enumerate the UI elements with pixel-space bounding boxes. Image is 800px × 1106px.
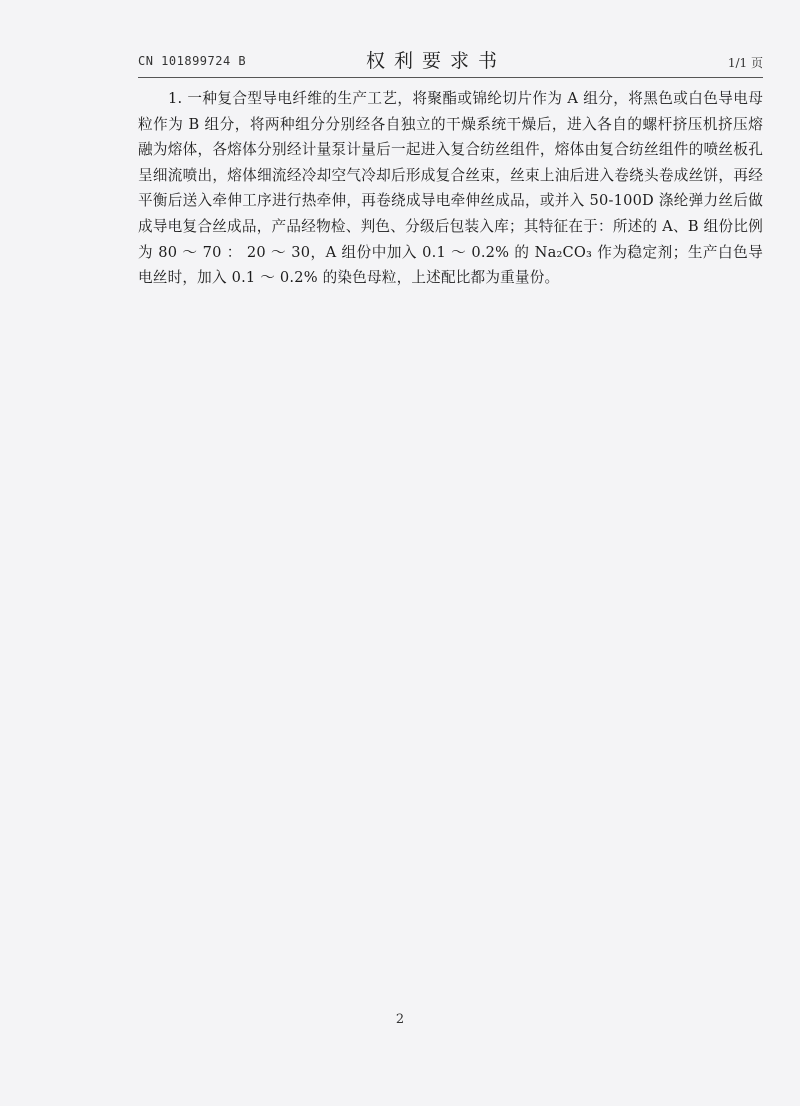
page-indicator: 1/1 页 — [727, 56, 763, 70]
page-header — [138, 46, 763, 80]
page-number: 2 — [395, 1012, 405, 1027]
claims-section — [138, 86, 763, 291]
claim-1-text: 1. 一种复合型导电纤维的生产工艺，将聚酯或锦纶切片作为 A 组分，将黑色或白色导电母粒作为 B 组分，将两种组分分别经各自独立的干燥系统干燥后，进入各自的螺杆挤压机挤压熔融为熔体，各熔体分别经计量泵计量后一起进入复合纺丝组件，熔体由复合纺丝组件的喷丝板孔呈细流喷出，熔体细流经冷却空气冷却后形成复合丝束，丝束上油后进入卷绕头卷成丝饼，再经平衡后送入牵伸工序进行热牵伸，再卷绕成导电牵伸丝成品，或并入 50-100D 涤纶弹力丝后做成导电复合丝成品，产品经物检、判色、分级后包装入库；其特征在于：所述的 A、B 组份比例为 80 ～ 70 ： 20 ～ 30，A 组份中加入 0.1 ～ 0.2% 的 Na₂CO₃ 作为稳定剂；生产白色导电丝时，加入 0.1 ～ 0.2% 的染色母粒，上述配比都为重量份。 — [138, 90, 763, 287]
header-divider — [138, 77, 763, 78]
document-title: 权利要求书 — [366, 50, 507, 72]
patent-number: CN 101899724 B — [138, 54, 247, 68]
